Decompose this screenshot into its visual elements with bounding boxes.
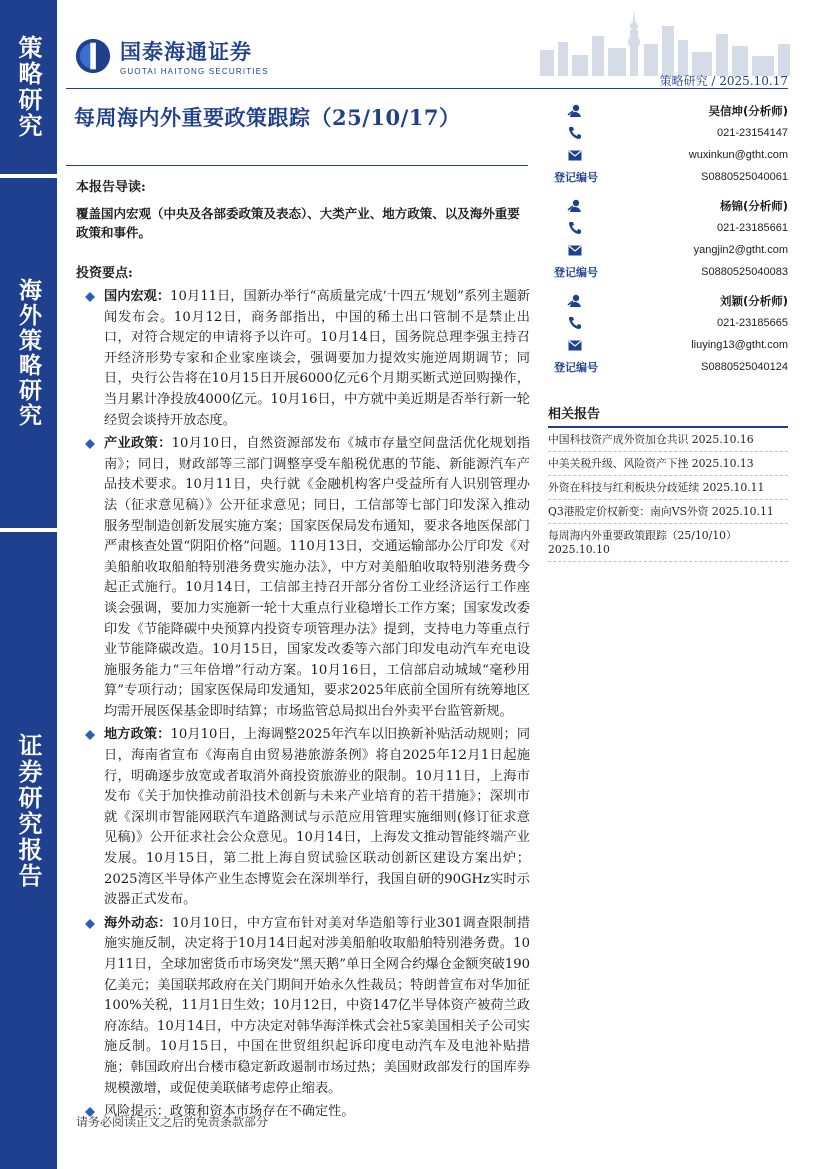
registration-number: S0880525040124 <box>701 361 788 373</box>
phone-icon <box>566 220 584 236</box>
point-label: 海外动态： <box>104 915 172 931</box>
related-report-link[interactable]: 外资在科技与红利板块分歧延续 2025.10.11 <box>548 476 788 500</box>
registration-number: S0880525040083 <box>701 266 788 278</box>
point-text: 风险提示：政策和资本市场存在不确定性。 <box>104 1104 355 1120</box>
analyst-card <box>548 100 788 195</box>
related-report-link[interactable]: 中美关税升级、风险资产下挫 2025.10.13 <box>548 452 788 476</box>
related-report-link[interactable]: 每周海内外重要政策跟踪（25/10/10） 2025.10.10 <box>548 524 788 562</box>
header-divider <box>66 88 788 89</box>
point-overseas <box>76 914 530 1099</box>
guide-heading: 本报告导读: <box>76 180 146 195</box>
city-skyline-illustration <box>520 0 810 76</box>
point-domestic-macro <box>76 287 530 431</box>
point-text: 10月10日，自然资源部发布《城市存量空间盘活优化规划指南》；同日，财政部等三部门调整享受车船税优惠的节能、新能源汽车产品技术要求。10月11日，央行就《金融机构客户受益所有人识别管理办法（征求意见稿）》公开征求意见；同日，工信部等七部门印发深入推动服务型制造创新发展实施方案；国家医保局发布通知，要求各地医保部门严肃核查处置“阴阳价格”问题。110月13日，交通运输部办公厅印发《对美船舶收取船舶特别港务费实施办法》，中方对美船舶收取特别港务费今起正式施行。10月14日，工信部主持召开部分省份工业经济运行工作座谈会强调，要加力实施新一轮十大重点行业稳增长工作方案；国家发改委印发《节能降碳中央预算内投资专项管理办法》提到，支持电力等重点行业节能降碳改造。10月15日，国家发改委等六部门印发电动汽车充电设施服务能力“三年倍增”行动方案。10月16日，工信部启动城域“毫秒用算”专项行动；国家医保局印发通知，要求2025年底前全国所有统筹地区均需开展医保基金即时结算；市场监管总局拟出台外卖平台监管新规。 <box>104 436 531 719</box>
registration-label: 登记编号 <box>554 361 598 374</box>
person-icon <box>566 103 584 119</box>
email-icon <box>566 147 584 163</box>
analyst-phone: 021-23185661 <box>717 222 788 234</box>
phone-icon <box>566 315 584 331</box>
bullet-icon <box>85 730 95 740</box>
point-label: 国内宏观： <box>104 289 171 304</box>
registration-number: S0880525040061 <box>701 171 788 183</box>
analyst-name: 刘颖(分析师) <box>719 294 788 308</box>
logo-mark-icon <box>74 37 112 75</box>
report-category: 策略研究 <box>659 74 708 88</box>
analyst-phone: 021-23154147 <box>717 127 788 139</box>
main-content <box>76 176 530 1126</box>
analyst-card <box>548 290 788 385</box>
point-label: 地方政策： <box>104 727 171 743</box>
related-report-link[interactable]: 中国科技资产成外资加仓共识 2025.10.16 <box>548 428 788 452</box>
registration-label: 登记编号 <box>554 171 598 184</box>
side-tab-label: 海外策略研究 <box>15 278 41 428</box>
point-local-policy <box>76 725 530 910</box>
title-divider <box>66 165 528 166</box>
analyst-email[interactable]: liuying13@gtht.com <box>691 339 788 351</box>
email-icon <box>566 337 584 353</box>
bullet-icon <box>85 292 95 302</box>
right-column <box>548 100 788 562</box>
side-tab-overseas <box>0 178 57 528</box>
analyst-phone: 021-23185665 <box>717 317 788 329</box>
point-label: 产业政策： <box>104 436 172 452</box>
side-tab-strategy <box>0 0 57 174</box>
registration-label: 登记编号 <box>554 266 598 279</box>
disclaimer-footer: 请务必阅读正文之后的免责条款部分 <box>76 1115 269 1129</box>
guide-text: 覆盖国内宏观（中央及各部委政策及表态）、大类产业、地方政策、以及海外重要政策和事件。 <box>76 206 520 240</box>
logo-cn-text: 国泰海通证券 <box>120 40 252 64</box>
point-text: 10月10日，上海调整2025年汽车以旧换新补贴活动规则；同日，海南省宣布《海南自由贸易港旅游条例》将自2025年12月1日起施行，明确逐步放宽或者取消外商投资旅游业的限制。10月11日，上海市发布《关于加快推动前沿技术创新与未来产业培育的若干措施》；深圳市就《深圳市智能网联汽车道路测试与示范应用管理实施细则(修订征求意见稿)》公开征求社会公众意见。10月14日，上海发文推动智能终端产业发展。10月15日，第二批上海自贸试验区联动创新区建设方案出炉；2025湾区半导体产业生态博览会在深圳举行，我国自研的90GHz实时示波器正式发布。 <box>104 727 531 908</box>
analyst-card <box>548 195 788 290</box>
analyst-email[interactable]: yangjin2@gtht.com <box>693 244 788 256</box>
related-reports-heading: 相关报告 <box>548 403 788 428</box>
bullet-icon <box>85 919 95 929</box>
phone-icon <box>566 125 584 141</box>
page-title: 每周海内外重要政策跟踪（25/10/17） <box>74 105 461 130</box>
email-icon <box>566 242 584 258</box>
key-points-heading: 投资要点: <box>76 266 133 281</box>
company-logo <box>74 36 269 76</box>
logo-en-text: GUOTAI HAITONG SECURITIES <box>120 67 269 76</box>
report-date: 2025.10.17 <box>719 74 788 88</box>
side-tab-report <box>0 532 57 1169</box>
person-icon <box>566 293 584 309</box>
side-tab-label: 证券研究报告 <box>14 732 42 889</box>
analyst-email[interactable]: wuxinkun@gtht.com <box>688 149 788 161</box>
point-text: 10月10日，中方宣布针对美对华造船等行业301调查限制措施实施反制，决定将于10月14日起对涉美船舶收取船舶特别港务费。10月11日，全球加密货币市场突发“黑天鹅”单日全网合约爆仓金额突破190亿美元；美国联邦政府在关门期间开始永久性裁员；特朗普宣布对华加征100%关税，11月1日生效；10月12日，中资147亿半导体资产被荷兰政府冻结。10月14日，中方决定对韩华海洋株式会社5家美国相关子公司实施反制。10月15日，中国在世贸组织起诉印度电动汽车及电池补贴措施；韩国政府出台楼市稳定新政遏制市场过热；美国财政部发行的国库券规模激增，或促使美联储考虑停止缩表。 <box>104 915 531 1096</box>
bullet-icon <box>85 439 95 449</box>
analyst-name: 吴信坤(分析师) <box>708 104 788 118</box>
side-tab-label: 策略研究 <box>14 35 42 139</box>
header-separator: / <box>711 74 720 88</box>
point-industry-policy <box>76 434 530 722</box>
related-report-link[interactable]: Q3港股定价权新变：南向VS外资 2025.10.11 <box>548 500 788 524</box>
person-icon <box>566 198 584 214</box>
analyst-name: 杨锦(分析师) <box>719 199 788 213</box>
point-text: 10月11日，国新办举行“高质量完成‘十四五’规划”系列主题新闻发布会。10月12日，商务部指出，中国的稀土出口管制不是禁止出口，对符合规定的申请将予以许可。10月14日，国务院总理李强主持召开经济形势专家和企业家座谈会，强调要加力提效实施逆周期调节；同日，央行公告将在10月15日开展6000亿元6个月期买断式逆回购操作，当月累计净投放4000亿元。10月16日，中方就中美近期是否举行新一轮经贸会谈持开放态度。 <box>104 289 530 428</box>
header-meta <box>660 72 788 89</box>
